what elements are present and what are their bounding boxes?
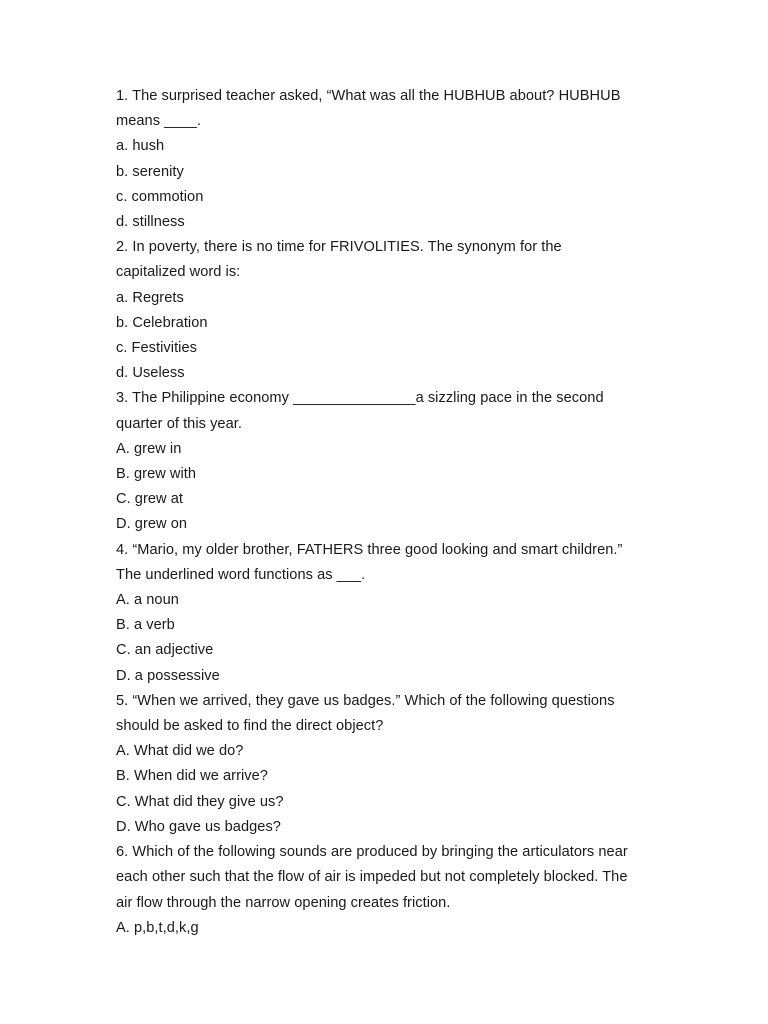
question-4-option-c: C. an adjective — [116, 642, 214, 659]
question-4-option-a: A. a noun — [116, 592, 179, 609]
question-4-option-d: D. a possessive — [116, 667, 220, 684]
question-2-line-2: capitalized word is: — [116, 264, 241, 281]
question-3-option-d: D. grew on — [116, 516, 188, 533]
question-4-option-b: B. a verb — [116, 617, 175, 634]
question-5-option-b: B. When did we arrive? — [116, 768, 268, 785]
question-1-option-b: b. serenity — [116, 163, 184, 180]
question-3-line-1: 3. The Philippine economy _______________a sizzling pace in the second — [116, 390, 604, 407]
question-2-option-b: b. Celebration — [116, 314, 208, 331]
question-5-option-d: D. Who gave us badges? — [116, 818, 281, 835]
question-1-option-a: a. hush — [116, 138, 165, 155]
question-3-option-b: B. grew with — [116, 466, 197, 483]
question-4-line-1: 4. “Mario, my older brother, FATHERS three good looking and smart children.” — [116, 541, 623, 558]
question-5-line-2: should be asked to find the direct object? — [116, 718, 384, 735]
question-6-line-1: 6. Which of the following sounds are produced by bringing the articulators near — [116, 844, 628, 861]
question-1-option-d: d. stillness — [116, 214, 185, 231]
question-1-line-2: means ____. — [116, 113, 201, 130]
question-3-option-a: A. grew in — [116, 440, 182, 457]
question-1-option-c: c. commotion — [116, 188, 204, 205]
question-2-option-d: d. Useless — [116, 365, 185, 382]
question-4-line-2: The underlined word functions as ___. — [116, 566, 366, 583]
question-3-option-c: C. grew at — [116, 491, 184, 508]
question-5-option-c: C. What did they give us? — [116, 793, 284, 810]
question-2-option-a: a. Regrets — [116, 289, 184, 306]
question-6-line-2: each other such that the flow of air is impeded but not completely blocked. The — [116, 869, 628, 886]
question-text-block — [116, 84, 676, 941]
question-2-option-c: c. Festivities — [116, 340, 197, 357]
question-5-line-1: 5. “When we arrived, they gave us badges.” Which of the following questions — [116, 692, 615, 709]
question-3-line-2: quarter of this year. — [116, 415, 242, 432]
question-6-option-a: A. p,b,t,d,k,g — [116, 919, 199, 936]
question-5-option-a: A. What did we do? — [116, 743, 244, 760]
question-6-line-3: air flow through the narrow opening creates friction. — [116, 894, 451, 911]
question-2-line-1: 2. In poverty, there is no time for FRIVOLITIES. The synonym for the — [116, 239, 562, 256]
question-1-line-1: 1. The surprised teacher asked, “What was all the HUBHUB about? HUBHUB — [116, 88, 621, 104]
